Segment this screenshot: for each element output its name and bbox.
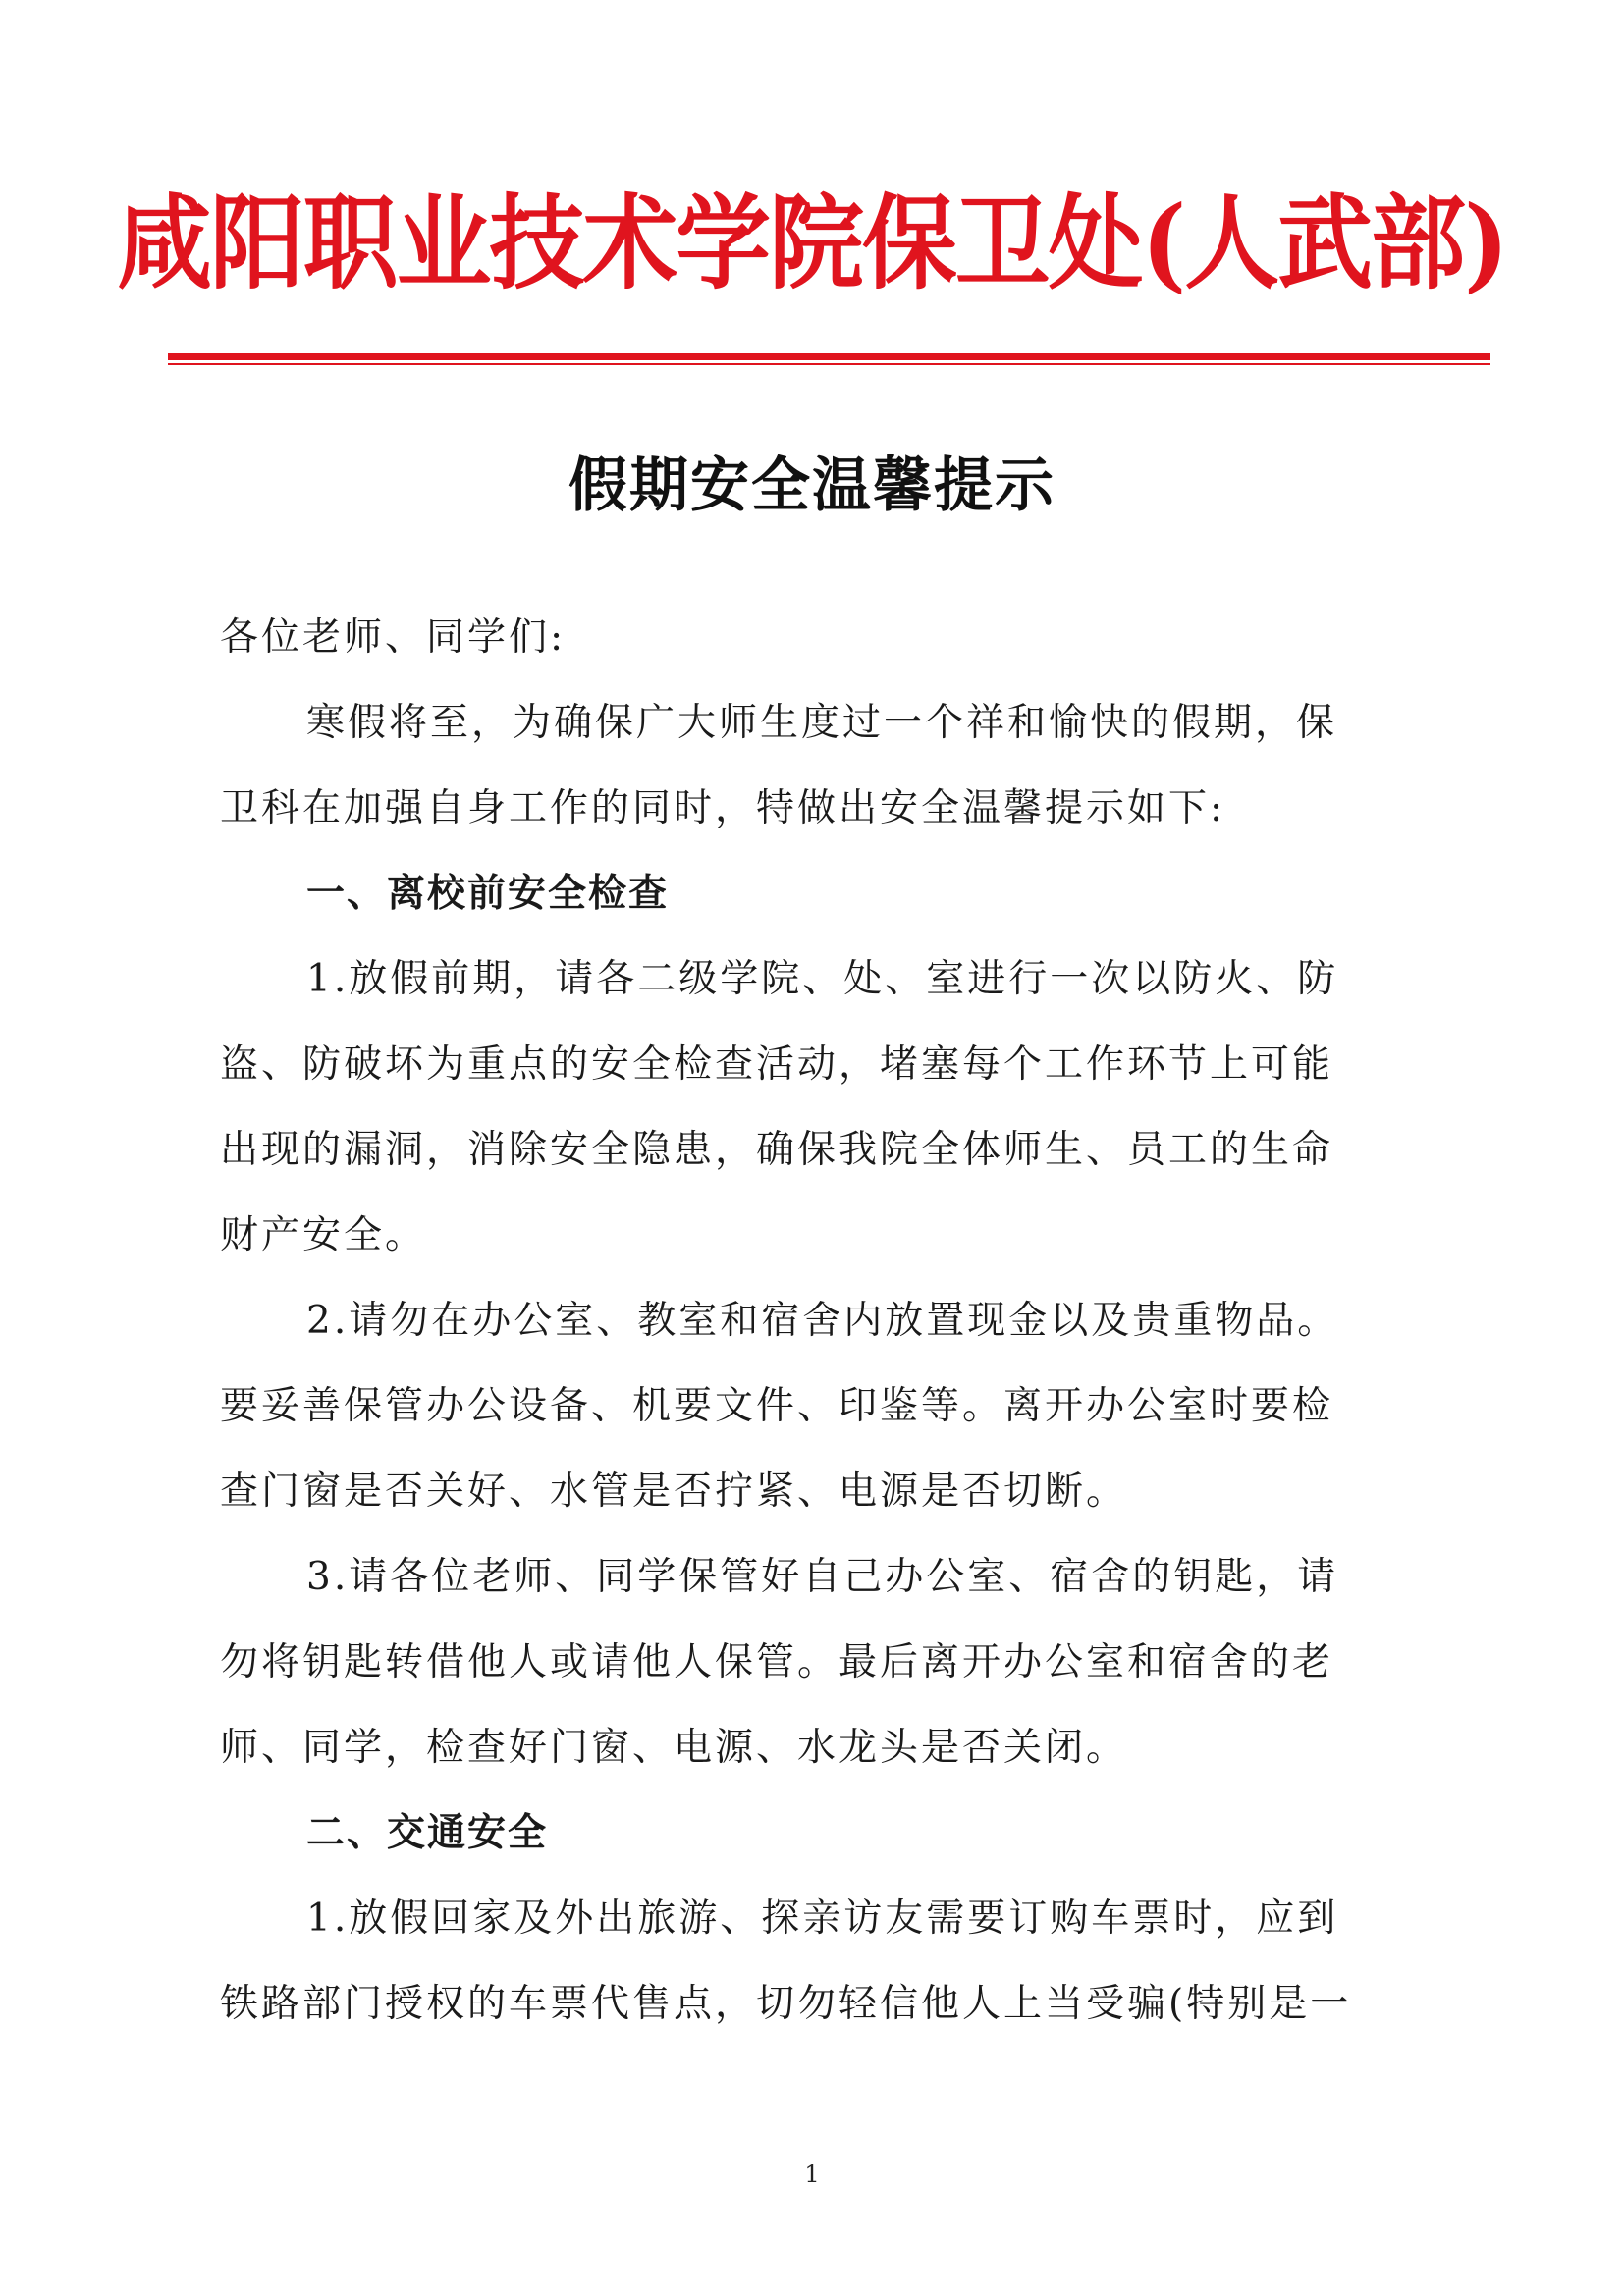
item-1-3-line-3: 师、同学，检查好门窗、电源、水龙头是否关闭。 (220, 1726, 1128, 1770)
section-heading-1: 一、离校前安全检查 (306, 872, 670, 916)
paragraph-intro-line-2: 卫科在加强自身工作的同时，特做出安全温馨提示如下: (220, 786, 1226, 830)
item-1-2-line-3: 查门窗是否关好、水管是否拧紧、电源是否切断。 (220, 1469, 1128, 1514)
item-1-1-line-2: 盗、防破坏为重点的安全检查活动，堵塞每个工作环节上可能 (220, 1042, 1334, 1087)
page-number: 1 (804, 2161, 820, 2188)
paragraph-intro-line-1: 寒假将至，为确保广大师生度过一个祥和愉快的假期，保 (306, 701, 1338, 745)
section-heading-2: 二、交通安全 (306, 1811, 549, 1855)
item-1-1-line-1: 1.放假前期，请各二级学院、处、室进行一次以防火、防 (306, 957, 1339, 1001)
item-1-1-line-4: 财产安全。 (220, 1213, 427, 1257)
item-1-2-line-1: 2.请勿在办公室、教室和宿舍内放置现金以及贵重物品。 (306, 1299, 1339, 1343)
document-title: 假期安全温馨提示 (568, 452, 1056, 520)
letterhead-org-name: 咸阳职业技术学院保卫处(人武部) (117, 183, 1507, 303)
item-2-1-line-2: 铁路部门授权的车票代售点，切勿轻信他人上当受骗(特别是一 (220, 1982, 1352, 2026)
item-1-3-line-2: 勿将钥匙转借他人或请他人保管。最后离开办公室和宿舍的老 (220, 1640, 1334, 1684)
letterhead-rule-thin (168, 363, 1490, 365)
item-1-2-line-2: 要妥善保管办公设备、机要文件、印鉴等。离开办公室时要检 (220, 1384, 1334, 1428)
item-1-1-line-3: 出现的漏洞，消除安全隐患，确保我院全体师生、员工的生命 (220, 1128, 1334, 1172)
salutation: 各位老师、同学们: (220, 615, 567, 660)
letterhead-rule-thick (168, 353, 1490, 360)
item-2-1-line-1: 1.放假回家及外出旅游、探亲访友需要订购车票时，应到 (306, 1896, 1339, 1941)
item-1-3-line-1: 3.请各位老师、同学保管好自己办公室、宿舍的钥匙，请 (306, 1555, 1339, 1599)
